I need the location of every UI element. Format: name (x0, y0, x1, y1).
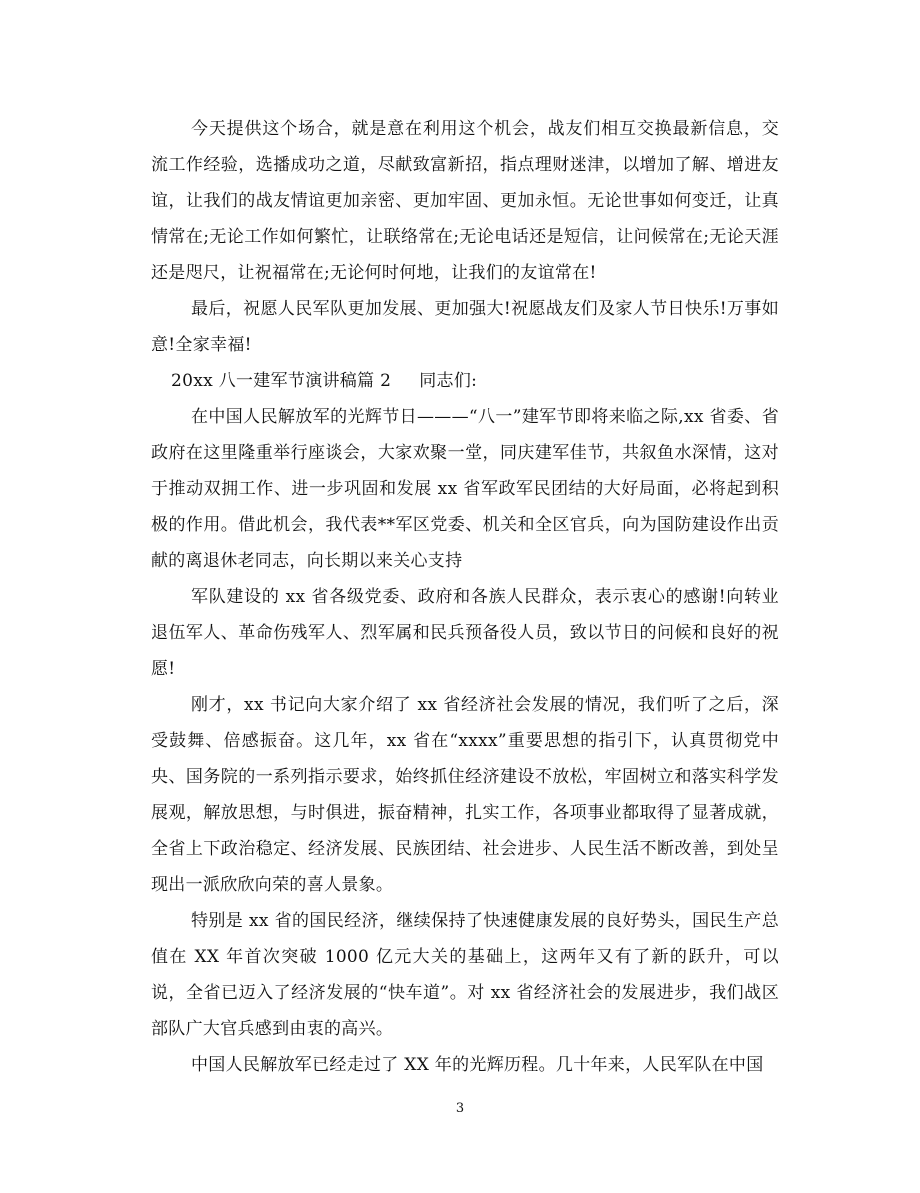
paragraph-history: 中国人民解放军已经走过了 XX 年的光辉历程。几十年来，人民军队在中国 (191, 1055, 764, 1075)
paragraph-closing-wishes: 最后，祝愿人民军队更加发展、更加强大!祝愿战友们及家人节日快乐!万事如意!全家幸福! (151, 299, 779, 355)
paragraph-economy: 特别是 xx 省的国民经济，继续保持了快速健康发展的良好势头，国民生产总值在 XX 年首次突破 1000 亿元大关的基础上，这两年又有了新的跃升，可以说，全省已迈入了经济发展的“快车道”。对 xx 省经济社会的发展进步，我们战区部队广大官兵感到由衷的高兴。 (151, 911, 779, 1039)
paragraph-opening: 在中国人民解放军的光辉节日———“八一”建军节即将来临之际,xx 省委、省政府在这里隆重举行座谈会，大家欢聚一堂，同庆建军佳节，共叙鱼水深情，这对于推动双拥工作、进一步巩固和发展 xx 省军政军民团结的大好局面，必将起到积极的作用。借此机会，我代表**军区党委、机关和全区官兵，向为国防建设作出贡献的离退休老同志，向长期以来关心支持 (151, 407, 779, 571)
speech-title: 20xx 八一建军节演讲稿篇 2 (171, 371, 392, 391)
paragraph-exchange-info: 今天提供这个场合，就是意在利用这个机会，战友们相互交换最新信息，交流工作经验，选播成功之道，尽献致富新招，指点理财迷津，以增加了解、增进友谊，让我们的战友情谊更加亲密、更加牢固、更加永恒。无论世事如何变迁，让真情常在;无论工作如何繁忙，让联络常在;无论电话还是短信，让问候常在;无论天涯还是咫尺，让祝福常在;无论何时何地，让我们的友谊常在! (151, 119, 779, 283)
paragraph-development: 刚才，xx 书记向大家介绍了 xx 省经济社会发展的情况，我们听了之后，深受鼓舞、倍感振奋。这几年，xx 省在“xxxx”重要思想的指引下，认真贯彻党中央、国务院的一系列指示要求，始终抓住经济建设不放松，牢固树立和落实科学发展观，解放思想，与时俱进，振奋精神，扎实工作，各项事业都取得了显著成就，全省上下政治稳定、经济发展、民族团结、社会进步、人民生活不断改善，到处呈现出一派欣欣向荣的喜人景象。 (151, 695, 779, 895)
speech-heading (151, 363, 779, 399)
document-body (151, 111, 779, 1083)
speech-salutation: 同志们: (419, 371, 478, 391)
page-number: 3 (455, 1101, 465, 1116)
paragraph-thanks: 军队建设的 xx 省各级党委、政府和各族人民群众，表示衷心的感谢!向转业退伍军人、革命伤残军人、烈军属和民兵预备役人员，致以节日的问候和良好的祝愿! (151, 587, 779, 679)
